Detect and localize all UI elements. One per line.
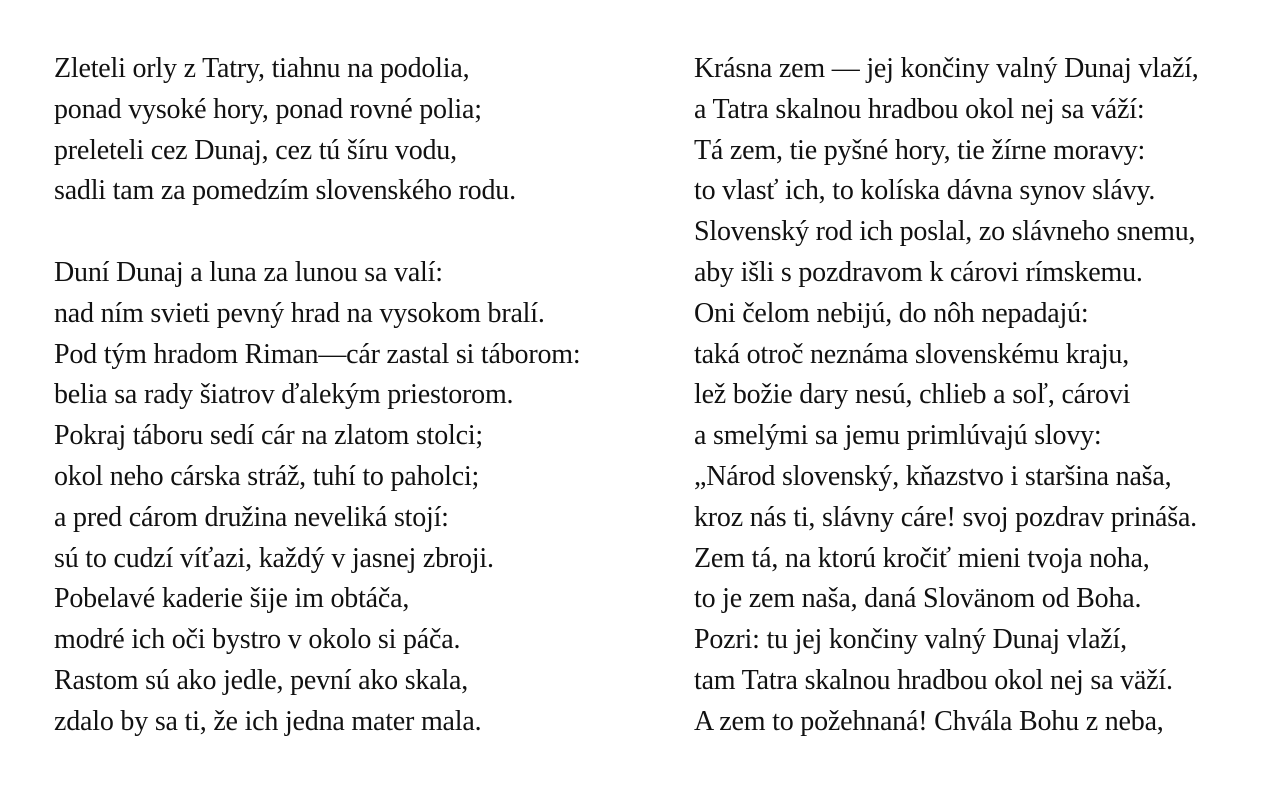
verse-line: modré ich oči bystro v okolo si páča. (54, 624, 461, 656)
verse-line: aby išli s pozdravom k cárovi rímskemu. (694, 256, 1143, 288)
stanza-3 (694, 49, 1199, 743)
verse-line: nad ním svieti pevný hrad na vysokom bralí. (54, 297, 545, 329)
verse-line: Zem tá, na ktorú kročiť mieni tvoja noha, (694, 542, 1150, 574)
verse-line: a Tatra skalnou hradbou okol nej sa váží: (694, 93, 1145, 125)
verse-line: Duní Dunaj a luna za lunou sa valí: (54, 256, 443, 288)
verse-line: a smelými sa jemu primlúvajú slovy: (694, 420, 1102, 452)
right-column (694, 49, 1199, 743)
verse-line: kroz nás ti, slávny cáre! svoj pozdrav prináša. (694, 501, 1197, 533)
stanza-1 (54, 49, 580, 212)
verse-line: Pobelavé kaderie šije im obtáča, (54, 583, 410, 615)
verse-line: Tá zem, tie pyšné hory, tie žírne moravy: (694, 134, 1146, 166)
verse-line: zdalo by sa ti, že ich jedna mater mala. (54, 705, 482, 737)
left-column (54, 49, 580, 743)
verse-line: tam Tatra skalnou hradbou okol nej sa väží. (694, 664, 1173, 696)
verse-line: „Národ slovenský, kňazstvo i staršina naša, (694, 460, 1172, 492)
verse-line: Oni čelom nebijú, do nôh nepadajú: (694, 297, 1089, 329)
verse-line: sú to cudzí víťazi, každý v jasnej zbroji. (54, 542, 494, 574)
stanza-2 (54, 253, 580, 743)
verse-line: sadli tam za pomedzím slovenského rodu. (54, 175, 516, 207)
verse-line: a pred cárom družina neveliká stojí: (54, 501, 449, 533)
verse-line: to je zem naša, daná Slovänom od Boha. (694, 583, 1142, 615)
verse-line: Pod tým hradom Riman—cár zastal si táborom: (54, 338, 581, 370)
verse-line: Pozri: tu jej končiny valný Dunaj vlaží, (694, 624, 1127, 656)
verse-line: belia sa rady šiatrov ďalekým priestorom. (54, 379, 514, 411)
verse-line: okol neho cárska stráž, tuhí to paholci; (54, 460, 480, 492)
verse-line: Rastom sú ako jedle, pevní ako skala, (54, 664, 469, 696)
verse-line: ponad vysoké hory, ponad rovné polia; (54, 93, 482, 125)
verse-line: Slovenský rod ich poslal, zo slávneho snemu, (694, 216, 1196, 248)
verse-line: Zleteli orly z Tatry, tiahnu na podolia, (54, 53, 470, 84)
verse-line: lež božie dary nesú, chlieb a soľ, cárovi (694, 379, 1131, 411)
verse-line: A zem to požehnaná! Chvála Bohu z neba, (694, 705, 1164, 737)
verse-line: to vlasť ich, to kolíska dávna synov slávy. (694, 175, 1156, 207)
verse-line: Krásna zem — jej končiny valný Dunaj vlaží, (694, 53, 1199, 84)
verse-line: preleteli cez Dunaj, cez tú šíru vodu, (54, 134, 457, 166)
verse-line: taká otroč neznáma slovenskému kraju, (694, 338, 1129, 370)
verse-line: Pokraj táboru sedí cár na zlatom stolci; (54, 420, 483, 452)
